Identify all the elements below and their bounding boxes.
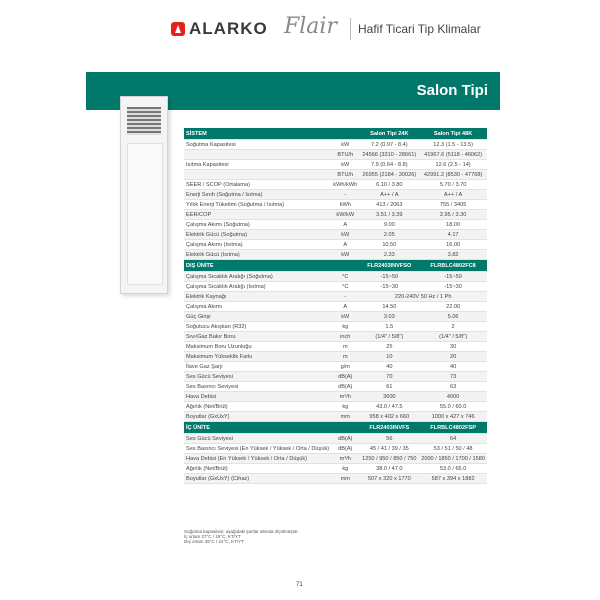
table-cell-unit: [331, 260, 359, 272]
table-cell-unit: kW: [331, 160, 359, 170]
table-cell-unit: °C: [331, 282, 359, 292]
table-row: [184, 342, 487, 352]
table-cell-unit: kWh/kWh: [331, 180, 359, 190]
table-cell-unit: kW: [331, 140, 359, 150]
table-row: [184, 160, 487, 170]
table-cell-label: Soğutma Kapasitesi: [184, 140, 331, 150]
table-row: [184, 412, 487, 422]
table-cell-v1: FLR2403INVFS: [359, 422, 419, 434]
table-cell-unit: A: [331, 220, 359, 230]
table-cell-v2: 53 / 51 / 50 / 48: [419, 444, 487, 454]
table-row: [184, 474, 487, 484]
table-section-header: [184, 422, 487, 434]
table-cell-v2: 12.3 (1.5 - 13.5): [419, 140, 487, 150]
table-cell-label: Ağırlık (Net/Brüt): [184, 464, 331, 474]
table-cell-v2: 30: [419, 342, 487, 352]
table-cell-unit: kW: [331, 230, 359, 240]
table-section-header: [184, 128, 487, 140]
table-row: [184, 332, 487, 342]
table-cell-label: Boyutlar (GxUxY) (Cihaz): [184, 474, 331, 484]
table-cell-unit: kW/kW: [331, 210, 359, 220]
banner-title: Salon Tipi: [416, 82, 488, 99]
table-cell-v1: 3.51 / 3.39: [359, 210, 419, 220]
table-cell-label: [184, 170, 331, 180]
table-cell-v2: A++ / A: [419, 190, 487, 200]
table-cell-label: Ses Gücü Seviyesi: [184, 372, 331, 382]
table-row: [184, 220, 487, 230]
table-row: [184, 302, 487, 312]
table-cell-v2: 64: [419, 434, 487, 444]
table-cell-label: Boyutlar (GxUxY): [184, 412, 331, 422]
table-cell-unit: mm: [331, 474, 359, 484]
table-cell-v2: (1/4" / 5/8"): [419, 332, 487, 342]
table-cell-v2: 1000 x 427 x 746: [419, 412, 487, 422]
table-cell-v1: 1.5: [359, 322, 419, 332]
table-cell-label: Ses Gücü Seviyesi: [184, 434, 331, 444]
floor-standing-ac-image: [120, 96, 168, 294]
table-cell-v2: 42991.2 (8530 - 47768): [419, 170, 487, 180]
table-cell-v1: 2.33: [359, 250, 419, 260]
table-cell-label: Elektrik Kaynağı: [184, 292, 331, 302]
table-cell-v1: A++ / A: [359, 190, 419, 200]
table-cell-label: Hava Debisi: [184, 392, 331, 402]
table-cell-label: SİSTEM: [184, 128, 331, 140]
table-row: [184, 464, 487, 474]
table-cell-unit: inch: [331, 332, 359, 342]
unit-panel: [127, 143, 163, 285]
table-cell-label: DIŞ ÜNİTE: [184, 260, 331, 272]
table-cell-v1: 3600: [359, 392, 419, 402]
table-row: [184, 282, 487, 292]
table-cell-label: Çalışma Sıcaklık Aralığı (Isıtma): [184, 282, 331, 292]
table-cell-v2: 755 / 3405: [419, 200, 487, 210]
table-cell-v1: 2.05: [359, 230, 419, 240]
table-cell-v1: 413 / 2063: [359, 200, 419, 210]
table-cell-v2: Salon Tipi 48K: [419, 128, 487, 140]
table-cell-unit: m: [331, 352, 359, 362]
table-cell-label: Maksimum Boru Uzunluğu: [184, 342, 331, 352]
table-cell-label: Ses Basıncı Seviyesi: [184, 382, 331, 392]
table-row: [184, 372, 487, 382]
table-row: [184, 312, 487, 322]
table-cell-v1: 10.50: [359, 240, 419, 250]
spec-table: [184, 128, 487, 484]
table-row: [184, 272, 487, 282]
table-cell-unit: A: [331, 302, 359, 312]
table-cell-unit: kg: [331, 322, 359, 332]
table-row: [184, 292, 487, 302]
table-cell-v2: 5.70 / 3.70: [419, 180, 487, 190]
table-cell-v1: 958 x 402 x 660: [359, 412, 419, 422]
table-cell-v1: 220-240V 50 Hz / 1 Ph: [359, 292, 487, 302]
footnotes: [184, 529, 299, 544]
table-row: [184, 250, 487, 260]
table-cell-v1: Salon Tipi 24K: [359, 128, 419, 140]
table-row: [184, 402, 487, 412]
table-row: [184, 382, 487, 392]
footnote: Soğutma kapasitesi; aşağıdaki şartlar altında ölçülmüştür.: [184, 529, 299, 534]
table-cell-v1: 45 / 41 / 39 / 35: [359, 444, 419, 454]
table-section-header: [184, 260, 487, 272]
table-cell-v1: 10: [359, 352, 419, 362]
table-cell-unit: kg: [331, 464, 359, 474]
table-cell-unit: m³/h: [331, 454, 359, 464]
table-cell-v1: 7.9 (0.64 - 8.8): [359, 160, 419, 170]
table-row: [184, 140, 487, 150]
table-cell-label: EER/COP: [184, 210, 331, 220]
table-cell-v2: FLRBLC4802FC8: [419, 260, 487, 272]
table-row: [184, 454, 487, 464]
table-cell-v2: 73: [419, 372, 487, 382]
table-cell-v2: 12.6 (2.5 - 14): [419, 160, 487, 170]
table-cell-label: [184, 150, 331, 160]
alarko-logo-icon: [171, 22, 185, 36]
table-row: [184, 150, 487, 160]
table-row: [184, 210, 487, 220]
table-cell-v1: 26955 (2184 - 30026): [359, 170, 419, 180]
table-cell-v2: 2.95 / 3.30: [419, 210, 487, 220]
table-cell-v2: 3.82: [419, 250, 487, 260]
table-cell-label: Isıtma Kapasitesi: [184, 160, 331, 170]
table-cell-v1: 14.50: [359, 302, 419, 312]
table-cell-unit: m: [331, 342, 359, 352]
table-cell-v2: FLRBLC4802FSP: [419, 422, 487, 434]
header-tagline: Hafif Ticari Tip Klimalar: [358, 22, 481, 36]
table-cell-v1: 24566 (3310 - 28661): [359, 150, 419, 160]
table-row: [184, 200, 487, 210]
table-row: [184, 170, 487, 180]
table-cell-label: İÇ ÜNİTE: [184, 422, 331, 434]
table-cell-unit: [331, 422, 359, 434]
table-cell-v2: 41967.6 (5118 - 46062): [419, 150, 487, 160]
table-cell-unit: kW: [331, 250, 359, 260]
footnote: İç ortam 27°C / 19°C, KT/YT: [184, 534, 241, 539]
table-cell-unit: g/m: [331, 362, 359, 372]
table-cell-label: Enerji Sınıfı (Soğutma / Isıtma): [184, 190, 331, 200]
table-cell-label: Çalışma Akımı (Soğutma): [184, 220, 331, 230]
table-cell-v2: 16.00: [419, 240, 487, 250]
table-cell-v2: 2: [419, 322, 487, 332]
brand-name: ALARKO: [189, 19, 268, 38]
table-cell-v2: -15~30: [419, 282, 487, 292]
table-cell-v1: 38.0 / 47.0: [359, 464, 419, 474]
table-cell-v1: 9.00: [359, 220, 419, 230]
table-row: [184, 362, 487, 372]
table-cell-label: Yıllık Enerji Tüketimi (Soğutma / Isıtma): [184, 200, 331, 210]
table-cell-unit: [331, 128, 359, 140]
table-row: [184, 392, 487, 402]
table-cell-unit: dB(A): [331, 434, 359, 444]
table-cell-label: Ses Basıncı Seviyesi (En Yüksek / Yüksek / Orta / Düşük): [186, 445, 330, 452]
table-cell-unit: -: [331, 190, 359, 200]
table-cell-v1: 1250 / 950 / 850 / 750: [359, 454, 419, 464]
table-cell-v1: 3.03: [359, 312, 419, 322]
table-row: [184, 240, 487, 250]
table-cell-v2: 4000: [419, 392, 487, 402]
table-cell-v1: -15~30: [359, 282, 419, 292]
table-cell-label: Çalışma Akımı (Isıtma): [184, 240, 331, 250]
table-cell-v1: 6.10 / 3.80: [359, 180, 419, 190]
table-cell-v2: 5.06: [419, 312, 487, 322]
table-cell-v2: 22.00: [419, 302, 487, 312]
table-cell-label: Maksimum Yükseklik Farkı: [184, 352, 331, 362]
table-row: [184, 322, 487, 332]
table-cell-label: Güç Girişi: [184, 312, 331, 322]
table-row: [184, 190, 487, 200]
table-cell-label: SEER / SCOP (Ortalama): [184, 180, 331, 190]
table-cell-v2: 2000 / 1850 / 1700 / 1580: [419, 454, 487, 464]
table-cell-v1: (1/4" / 5/8"): [359, 332, 419, 342]
table-cell-label: Hava Debisi (En Yüksek / Yüksek / Orta / Düşük): [184, 454, 331, 464]
table-cell-unit: kg: [331, 402, 359, 412]
table-cell-unit: BTU/h: [331, 150, 359, 160]
table-cell-label: Elektrik Gücü (Isıtma): [184, 250, 331, 260]
table-cell-v1: 40: [359, 362, 419, 372]
table-cell-unit: BTU/h: [331, 170, 359, 180]
table-cell-v1: FLR2403INVFSO: [359, 260, 419, 272]
table-cell-v2: -15~50: [419, 272, 487, 282]
table-cell-label: İlave Gaz Şarjı: [184, 362, 331, 372]
table-cell-unit: °C: [331, 272, 359, 282]
table-cell-v1: 25: [359, 342, 419, 352]
table-cell-v1: 70: [359, 372, 419, 382]
sub-brand: Flair: [284, 14, 337, 39]
table-cell-v2: 20: [419, 352, 487, 362]
table-cell-v2: 63: [419, 382, 487, 392]
table-cell-label: Sıvı/Gaz Bakır Boru: [184, 332, 331, 342]
table-cell-unit: mm: [331, 412, 359, 422]
table-cell-label: Çalışma Akımı: [184, 302, 331, 312]
table-cell-v1: -15~50: [359, 272, 419, 282]
table-row: [184, 230, 487, 240]
table-cell-v1: 7.2 (0.97 - 8.4): [359, 140, 419, 150]
table-cell-unit: dB(A): [331, 372, 359, 382]
page-header: [0, 0, 600, 60]
header-divider: [350, 18, 351, 40]
table-cell-v2: 18.00: [419, 220, 487, 230]
table-cell-unit: kW: [331, 312, 359, 322]
table-row: [184, 180, 487, 190]
table-cell-unit: dB(A): [331, 444, 359, 454]
table-cell-label: Soğutucu Akışkan (R32): [184, 322, 331, 332]
table-cell-v2: 53.0 / 65.0: [419, 464, 487, 474]
table-cell-label: Elektrik Gücü (Soğutma): [184, 230, 331, 240]
table-cell-v2: 55.0 / 60.0: [419, 402, 487, 412]
table-cell-unit: A: [331, 240, 359, 250]
table-cell-v2: 4.17: [419, 230, 487, 240]
table-cell-unit: kWh: [331, 200, 359, 210]
table-cell-v1: 56: [359, 434, 419, 444]
table-cell-unit: dB(A): [331, 382, 359, 392]
table-cell-v2: 40: [419, 362, 487, 372]
table-cell-label: Çalışma Sıcaklık Aralığı (Soğutma): [184, 272, 331, 282]
table-cell-label: Ağırlık (Net/Brüt): [184, 402, 331, 412]
table-row: [184, 444, 487, 454]
table-cell-unit: -: [331, 292, 359, 302]
unit-vent: [127, 107, 161, 135]
table-cell-unit: m³/h: [331, 392, 359, 402]
table-cell-v1: 507 x 320 x 1770: [359, 474, 419, 484]
table-cell-v2: 587 x 394 x 1882: [419, 474, 487, 484]
page-number: 71: [296, 582, 303, 588]
table-row: [184, 434, 487, 444]
table-cell-v1: 61: [359, 382, 419, 392]
table-row: [184, 352, 487, 362]
footnote: Dış ortam 35°C / 24°C, KT/YT: [184, 539, 244, 544]
table-cell-v1: 43.0 / 47.5: [359, 402, 419, 412]
